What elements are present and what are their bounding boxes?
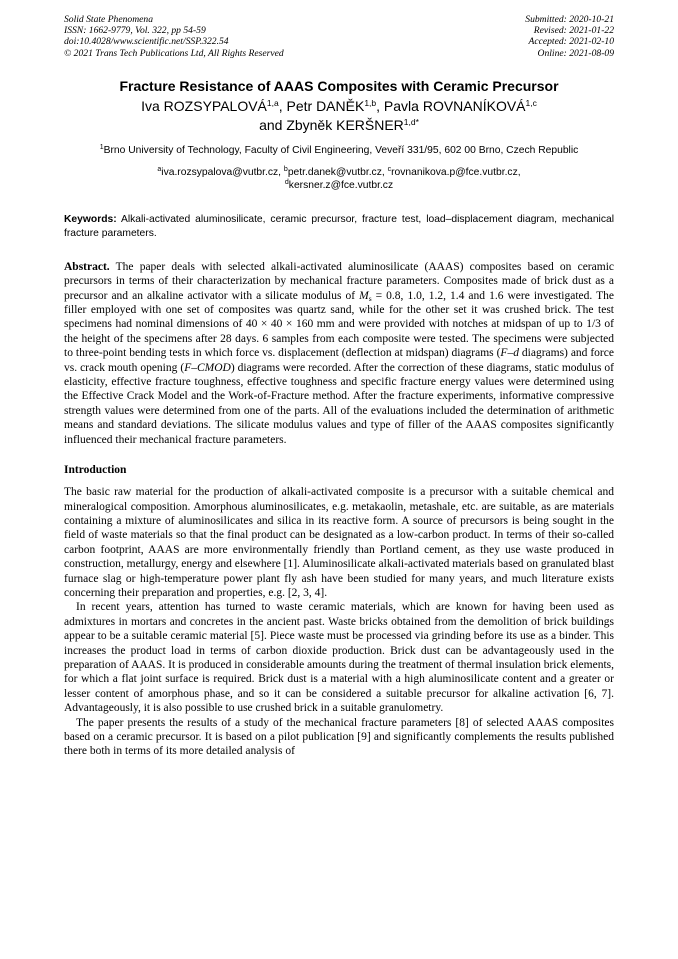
- email-mark: b: [283, 165, 288, 173]
- author-line-2: [64, 116, 614, 135]
- date-submitted: Submitted: 2020-10-21: [525, 14, 614, 25]
- abstract-math: F–d: [500, 347, 519, 360]
- journal-info: [64, 14, 284, 59]
- silicate-modulus-symbol: M: [359, 289, 369, 302]
- author-conjunction: and: [259, 116, 283, 133]
- author-affil-mark: 1,d*: [403, 116, 419, 127]
- email-mark: a: [157, 165, 162, 173]
- author-line-1: Iva ROZSYPALOVÁ$^{1,a}$, Petr DANĚK$^{1,b}$, Pavla ROVNANÍKOVÁ$^{1,c}$: [141, 97, 537, 114]
- journal-name: Solid State Phenomena: [64, 14, 153, 25]
- body-paragraph: The paper presents the results of a study of the mechanical fracture parameters [8] of selected AAAS composites based on a ceramic precursor. It is based on a pilot publication [9] and significantly complements the results published there both in terms of its more detailed analysis of: [64, 716, 614, 758]
- journal-doi: doi:10.4028/www.scientific.net/SSP.322.54: [64, 36, 229, 48]
- author-name: Pavla ROVNANÍKOVÁ: [383, 97, 526, 114]
- journal-issn: ISSN: 1662-9779, Vol. 322, pp 54-59: [64, 25, 206, 37]
- abstract-label: Abstract.: [64, 260, 110, 273]
- paper-title: Fracture Resistance of AAAS Composites with Ceramic Precursor: [119, 77, 559, 94]
- author-affil-mark: 1,c: [525, 97, 537, 108]
- abstract: [64, 260, 614, 447]
- author-affil-mark: 1,a: [266, 97, 279, 108]
- author-name: Zbyněk KERŠNER: [286, 116, 404, 133]
- keywords: [64, 213, 614, 242]
- affiliation-text: Brno University of Technology, Faculty of Civil Engineering, Veveří 331/95, 602 00 Brno, Czech Republic: [103, 144, 579, 156]
- email-mark: c: [387, 165, 392, 173]
- abstract-text: diagrams) and force vs. crack mouth opening (: [64, 347, 614, 374]
- author-name: Petr DANĚK: [286, 97, 365, 114]
- introduction-body: [64, 485, 614, 759]
- abstract-text: The paper deals with selected alkali-activated aluminosilicate (AAAS) composites based on ceramic precursors in terms of their characterization by mechanical fracture parameters. Composites made of brick dust as a precursor and an alkaline activator with a silicate modulus of: [64, 260, 614, 302]
- abstract-text: = 0.8, 1.0, 1.2, 1.4 and 1.6 were investigated. The filler employed with one set of composites was quartz sand, while for the other set it was crushed brick. The test specimens had nominal dimensions of 40 × 40 × 160 mm and were provided with notches at midspan of up to 1/3 of the height of the specimens after 28 days. 6 samples from each composite were tested. The specimens were subjected to three-point bending tests in which force vs. displacement (deflection at midspan) diagrams (: [64, 289, 614, 360]
- affiliation: [64, 144, 614, 158]
- author-affil-mark: 1,b: [364, 97, 377, 108]
- abstract-text: ) diagrams were recorded. After the correction of these diagrams, static modulus of elasticity, effective fracture toughness, effective toughness and specific fracture energy values were determined using the Effective Crack Model and the Work-of-Fracture method. After the fracture experiments, informative compressive strength values were determined from one of the parts. All of the evaluations included the determination of arithmetic means and standard deviations. The silicate modulus values and type of filler of the AAAS composites significantly influenced their mechanical fracture parameters.: [64, 361, 614, 446]
- author-list: [64, 97, 614, 135]
- body-paragraph: The basic raw material for the production of alkali-activated composite is a precursor with a suitable chemical and mineralogical composition. Amorphous aluminosilicates, e.g. metakaolin, metashale, etc. are suitable, as are materials containing a mixture of aluminosilicates and silica in its reactive form. A source of precursors is being sought in the field of waste materials so that the final product can be designated as a low-carbon product. In terms of their so-called carbon footprint, AAAS are more environmentally friendly than Portland cement, as they use waste produced in construction, metallurgy, energy and elsewhere [1]. Aluminosilicate alkali-activated materials based on granulated blast furnace slag or high-temperature power plant fly ash have been studied for many years, and much literature exists concerning their preparation and properties, e.g. [2, 3, 4].: [64, 486, 614, 599]
- keywords-label: Keywords:: [64, 213, 117, 225]
- author-name: Iva ROZSYPALOVÁ: [141, 97, 267, 114]
- body-paragraph: In recent years, attention has turned to waste ceramic materials, which are known for having been used as admixtures in mortars and concretes in the ancient past. Waste bricks obtained from the demolition of brick buildings appear to be a suitable ceramic material [5]. Piece waste must be processed via grinding before its use as a binder. This increases the product load in terms of carbon dioxide production. Brick dust can be advantageously used in the preparation of AAAS. It is produced in considerable amounts during the treatment of thermal insulation brick elements, for which a flat joint surface is required. Brick dust is a material with a high aluminosilicate content and a greater or lesser content of amorphous phase, and so it can be considered a suitable precursor for alkaline activation [6, 7]. Advantageously, it is also possible to use crushed brick in a suitable granulometry.: [64, 601, 614, 715]
- keywords-text: Alkali-activated aluminosilicate, ceramic precursor, fracture test, load–displacement diagram, mechanical fracture parameters.: [64, 213, 614, 240]
- email-link[interactable]: kersner.z@fce.vutbr.cz: [288, 180, 394, 192]
- abstract-math: F–CMOD: [184, 361, 231, 374]
- publication-dates: [525, 14, 614, 59]
- date-revised: Revised: 2021-01-22: [533, 25, 614, 37]
- date-online: Online: 2021-08-09: [537, 47, 614, 59]
- date-accepted: Accepted: 2021-02-10: [528, 36, 614, 48]
- author-emails: [64, 166, 614, 193]
- introduction-heading: Introduction: [64, 464, 127, 477]
- journal-header: [64, 14, 614, 59]
- email-mark: d: [284, 179, 289, 187]
- journal-copyright: © 2021 Trans Tech Publications Ltd, All Rights Reserved: [64, 47, 284, 59]
- email-link[interactable]: petr.danek@vutbr.cz,: [287, 166, 385, 178]
- email-link[interactable]: iva.rozsypalova@vutbr.cz,: [161, 166, 282, 178]
- silicate-modulus-subscript: s: [368, 293, 372, 303]
- affiliation-mark: 1: [99, 143, 104, 151]
- email-link[interactable]: rovnanikova.p@fce.vutbr.cz,: [391, 166, 521, 178]
